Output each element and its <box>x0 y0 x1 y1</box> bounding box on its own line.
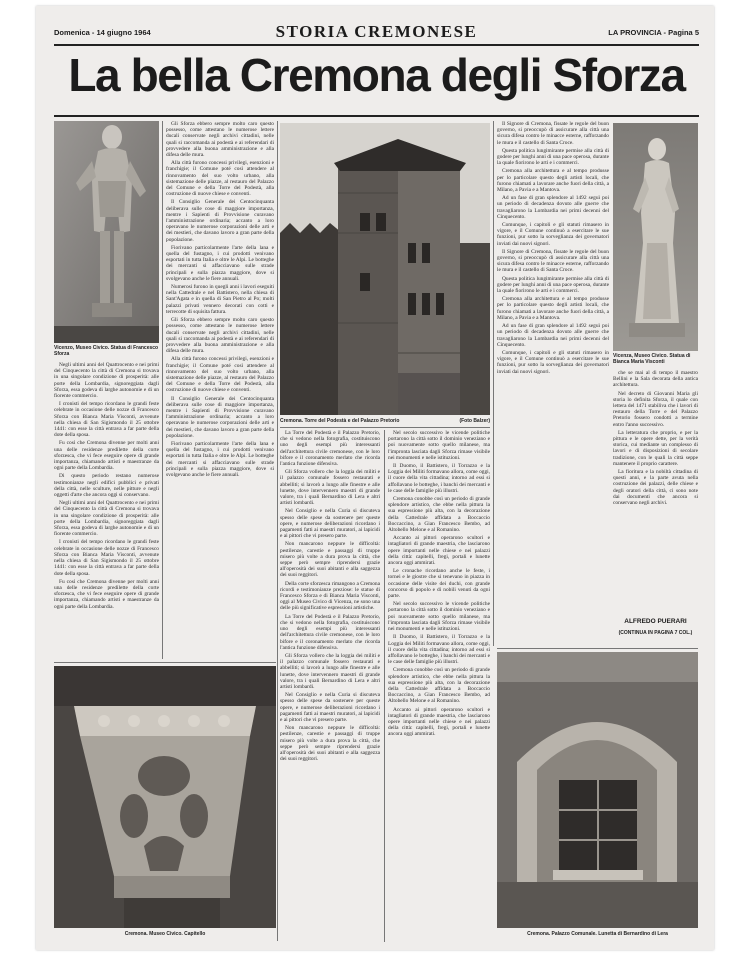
column-divider <box>384 430 385 942</box>
column-1-text <box>54 362 159 660</box>
paragraph: Questa politica lungimirante permise alla città di godere per lunghi anni di una pace operosa, durante la quale fiorirono le arti e i commerci. <box>497 275 609 295</box>
column-divider <box>277 121 278 941</box>
column-2-text <box>166 121 274 659</box>
paragraph: Fiorivano particolarmente l'arte della lana e quella del fustagno, i cui prodotti venivano esportati in tutta Italia e oltre le Alpi. Le botteghe dei mercanti si affacciavano sulle strade principali e sulla piazza maggiore, dove si svolgevano anche le fiere annuali. <box>166 244 274 282</box>
caption-tower-credit: (Foto Balzer) <box>459 418 490 424</box>
paragraph: Negli ultimi anni del Quattrocento e nei primi del Cinquecento la città di Cremona si trovava in una singolare condizione di prosperità: alle porte della Lombardia, signoreggiata dagli Sforza, essa godeva di larghe autonomie e di un fiorente commercio. <box>54 362 159 400</box>
tower-image <box>280 123 490 415</box>
author-signature: ALFREDO PUERARI <box>624 618 687 625</box>
caption-statue-left: Vicenzo, Museo Civico. Statua di Francesco Sforza <box>54 345 159 357</box>
paragraph: Nel secolo successivo le vicende politiche portarono la città sotto il dominio veneziano e poi nuovamente sotto quello milanese, ma l'impronta lasciata dagli Sforza rimase visibile nei monumenti e nelle istituzioni. <box>388 430 490 461</box>
paragraph: Fu così che Cremona divenne per molti anni una delle residenze predilette della corte sforzesca, che vi fece eseguire opere di grande importanza, chiamando artisti e maestranze da ogni parte della Lombardia. <box>54 440 159 472</box>
paragraph: Non mancarono neppure le difficoltà: pestilenze, carestie e passaggi di truppe misero più volte a dura prova la città, che seppe però sempre riprendersi grazie all'operosità dei suoi abitanti e alla saggezza dei suoi reggitori. <box>280 725 380 763</box>
paragraph: Il Signore di Cremona, fissate le regole del buon governo, si preoccupò di assicurare alla città una sicura difesa contro le minacce esterne, rafforzando le mura e il castello di Santa Croce. <box>497 121 609 146</box>
paragraph: Nel secolo successivo le vicende politiche portarono la città sotto il dominio veneziano e poi nuovamente sotto quello milanese, ma l'impronta lasciata dagli Sforza rimase visibile nei monumenti e nelle istituzioni. <box>388 601 490 633</box>
paragraph: Gli Sforza vollero che la loggia dei militi e il palazzo comunale fossero restaurati e abbelliti; si lavorò a lungo alle finestre e alle lunette, dove intervennero maestri di grande valore, tra i quali Bernardino di Lera e altri artisti lombardi. <box>280 652 380 690</box>
paragraph: Nel Consiglio e nella Curia si discuteva spesso delle spese da sostenere per queste opere, e numerose deliberazioni ricordano i pagamenti fatti ai maestri muratori, ai lapicidi e ai pittori che vi presero parte. <box>280 508 380 540</box>
paragraph: Di questo periodo restano numerose testimonianze negli edifici pubblici e privati della città, nelle sculture, nelle pitture e negli oggetti d'arte che ancora oggi si conservano. <box>54 473 159 499</box>
section-rule <box>497 648 698 649</box>
column-5-text <box>497 121 609 646</box>
caption-capital: Cremona. Museo Civico. Capitello <box>124 931 206 937</box>
paragraph: Il Consiglio Generale dei Centocinquanta deliberava sulle cose di maggiore importanza, mentre i Sapienti di Provvisione curavano l'amministrazione ordinaria; accanto a loro operavano le numerose corporazioni delle arti e dei mestieri, che davano lavoro a gran parte della popolazione. <box>166 395 274 439</box>
headline: La bella Cremona degli Sforza <box>68 49 685 101</box>
column-4-text <box>388 430 490 942</box>
paragraph: Ad un fase di gran splendore al 1492 seguì poi un periodo di decadenza dovuto alle guerre che travagliarono la Lombardia nei primi decenni del Cinquecento. <box>497 195 609 220</box>
capital-photo <box>54 666 276 928</box>
paragraph: Della corte sforzesca rimangono a Cremona ricordi e testimonianze preziose: le statue di Francesco Sforza e di Bianca Maria Visconti, oggi al Museo Civico di Vicenza, ne sono una delle più significative espressioni artistiche. <box>280 580 380 612</box>
caption-window: Cremona. Palazzo Comunale. Lunetta di Bernardino di Lera <box>527 931 668 937</box>
masthead <box>54 22 699 46</box>
column-divider <box>493 121 494 646</box>
paragraph: Cremona alla architettura e al tempo produsse per lo particolare questo degli artisti locali, che furono chiamati a lavorare anche fuori della città, a Milano, a Pavia e a Mantova. <box>497 296 609 321</box>
paragraph: La Torre del Podestà e il Palazzo Pretorio, che si vedono nella fotografia, costituiscono uno degli esempi più interessanti dell'architettura civile cremonese, con le loro bifore e il coronamento merlato che ricorda l'antica funzione difensiva. <box>280 430 380 468</box>
paragraph: Il Duomo, il Battistero, il Torrazzo e la Loggia dei Militi formavano allora, come oggi, il cuore della vita cittadina; intorno ad essi si affollavano le botteghe, i banchi dei mercanti e le case delle famiglie più illustri. <box>388 634 490 666</box>
paragraph: I cronisti del tempo ricordano le grandi feste celebrate in occasione delle nozze di Francesco Sforza con Bianca Maria Visconti, avvenute nella chiesa di San Sigismondo il 25 ottobre 1441: con esse la città entrava a far parte della dote della sposa. <box>54 401 159 439</box>
tower-rule <box>280 427 490 428</box>
statue-right-photo <box>613 123 698 351</box>
paragraph: Le cronache ricordano anche le feste, i tornei e le giostre che si tenevano in piazza in occasione delle visite dei duchi, con grande concorso di popolo e di nobili venuti da ogni parte. <box>388 568 490 600</box>
tower-photo <box>280 123 490 415</box>
continued-note: (CONTINUA IN PAGINA 7 COL.) <box>618 630 693 636</box>
page-number: LA PROVINCIA - Pagina 5 <box>608 28 699 37</box>
paragraph: Il Signore di Cremona, fissate le regole del buon governo, si preoccupò di assicurare alla città una sicura difesa contro le minacce esterne, rafforzando le mura e il castello di Santa Croce. <box>497 248 609 274</box>
paragraph: Accanto ai pittori operarono scultori e intagliatori di grande maestria, che lasciarono opere importanti nelle chiese e nei palazzi della città: capitelli, fregi, portali e lunette ancora oggi ammirati. <box>388 535 490 567</box>
paragraph: Alla città furono concessi privilegi, esenzioni e franchigie; il Comune poté così attendere al rinnovamento del suo volto urbano, alla sistemazione delle piazze, al restauro del Palazzo del Comune e della Torre del Podestà, alla costruzione di nuove chiese e conventi. <box>166 160 274 198</box>
paragraph: La letteratura che proprio, e per la pittura e le opere dette, per la verità storica, cui mediante un complesso di lavori e di disposizioni di secolare tradizione, con le quali la città seppe mantenere il proprio carattere. <box>613 429 698 467</box>
caption-statue-right: Vicenza, Museo Civico. Statua di Bianca Maria Visconti <box>613 353 691 365</box>
window-image <box>497 652 698 928</box>
paragraph: Il Consiglio Generale dei Centocinquanta deliberava sulle cose di maggiore importanza, mentre i Sapienti di Provvisione curavano l'amministrazione ordinaria; accanto a loro operavano le numerose corporazioni delle arti e dei mestieri, che davano lavoro a gran parte della popolazione. <box>166 199 274 243</box>
column-divider <box>162 121 163 659</box>
paragraph: Negli ultimi anni del Quattrocento e nei primi del Cinquecento la città di Cremona si trovava in una singolare condizione di prosperità: alle porte della Lombardia, signoreggiata dagli Sforza, essa godeva di larghe autonomie e di un fiorente commercio. <box>54 500 159 538</box>
paragraph: Gli Sforza ebbero sempre molto caro questo possesso, come attestano le numerose lettere ducali conservate negli archivi cittadini, nelle quali si raccomanda ai podestà e ai referendari di provvedere alla buona amministrazione e alla difesa delle mura. <box>166 317 274 355</box>
paragraph: La Torre del Podestà e il Palazzo Pretorio, che si vedono nella fotografia, costituiscono uno degli esempi più interessanti dell'architettura civile cremonese, con le loro bifore e il coronamento merlato che ricorda l'antica funzione difensiva. <box>280 613 380 651</box>
statue-right-image <box>613 123 698 351</box>
paragraph: Nel decreto di Giovanni Maria gli storia lo definita Sforza, il quale con lettera del 1471 stabiliva che i lavori di restauro della Torre e del Palazzo Pretorio fossero condotti a termine entro l'anno successivo. <box>613 390 698 428</box>
paragraph: Numerosi furono in quegli anni i lavori eseguiti nella Cattedrale e nel Battistero, nella chiesa di Sant'Agata e in quella di San Pietro al Po; molti palazzi privati vennero decorati con cotti e terrecotte di squisita fattura. <box>166 284 274 315</box>
headline-rule <box>54 115 699 117</box>
window-photo <box>497 652 698 928</box>
capital-image <box>54 666 276 928</box>
newspaper-page <box>36 6 714 950</box>
paragraph: Cremona alla architettura e al tempo produsse per lo particolare questo degli artisti locali, che furono chiamati a lavorare anche fuori della città, a Milano, a Pavia e a Mantova. <box>497 168 609 194</box>
paragraph: Comunque, i capitoli e gli statuti rimasero in vigore, e il Comune continuò a esercitare le sue funzioni, pur sotto la sorveglianza dei governatori inviati dai nuovi signori. <box>497 349 609 375</box>
paragraph: Comunque, i capitoli e gli statuti rimasero in vigore, e il Comune continuò a esercitare le sue funzioni, pur sotto la sorveglianza dei governatori inviati dai nuovi signori. <box>497 222 609 247</box>
paragraph: Cremona conobbe così un periodo di grande splendore artistico, che ebbe nella pittura la sua espressione più alta, con la decorazione della Cattedrale affidata a Boccaccio Boccaccino, a Gian Francesco Bembo, ad Altobello Melone e al Romanino. <box>388 496 490 534</box>
paragraph: Fu così che Cremona divenne per molti anni una delle residenze predilette della corte sforzesca, che vi fece eseguire opere di grande importanza, chiamando artisti e maestranze da ogni parte della Lombardia. <box>54 578 159 610</box>
section-rule <box>54 662 276 663</box>
paragraph: I cronisti del tempo ricordano le grandi feste celebrate in occasione delle nozze di Francesco Sforza con Bianca Maria Visconti, avvenute nella chiesa di San Sigismondo il 25 ottobre 1441: con esse la città entrava a far parte della dote della sposa. <box>54 539 159 577</box>
paragraph: Alla città furono concessi privilegi, esenzioni e franchigie; il Comune poté così attendere al rinnovamento del suo volto urbano, alla sistemazione delle piazze, al restauro del Palazzo del Comune e della Torre del Podestà, alla costruzione di nuove chiese e conventi. <box>166 356 274 394</box>
paragraph: La fioritura e la nobiltà cittadina di questi anni, e la parte avuta nella costruzione dei palazzi, delle chiese e degli oratori della città, ci sono note dai documenti che ancora si conservano negli archivi. <box>613 469 698 507</box>
section-title: STORIA CREMONESE <box>275 22 478 41</box>
statue-left-image <box>54 121 159 343</box>
paragraph: Non mancarono neppure le difficoltà: pestilenze, carestie e passaggi di truppe misero più volte a dura prova la città, che seppe però sempre riprendersi grazie all'operosità dei suoi abitanti e alla saggezza dei suoi reggitori. <box>280 541 380 579</box>
paragraph: Accanto ai pittori operarono scultori e intagliatori di grande maestria, che lasciarono opere importanti nelle chiese e nei palazzi della città: capitelli, fregi, portali e lunette ancora oggi ammirati. <box>388 706 490 738</box>
paragraph: Ad un fase di gran splendore al 1492 seguì poi un periodo di decadenza dovuto alle guerre che travagliarono la Lombardia nei primi decenni del Cinquecento. <box>497 323 609 348</box>
paragraph: Il Duomo, il Battistero, il Torrazzo e la Loggia dei Militi formavano allora, come oggi, il cuore della vita cittadina; intorno ad essi si affollavano le botteghe, i banchi dei mercanti e le case delle famiglie più illustri. <box>388 463 490 494</box>
paragraph: Nel Consiglio e nella Curia si discuteva spesso delle spese da sostenere per queste opere, e numerose deliberazioni ricordano i pagamenti fatti ai maestri muratori, ai lapicidi e ai pittori che vi presero parte. <box>280 692 380 723</box>
paragraph: Gli Sforza vollero che la loggia dei militi e il palazzo comunale fossero restaurati e abbelliti; si lavorò a lungo alle finestre e alle lunette, dove intervennero maestri di grande valore, tra i quali Bernardino di Lera e altri artisti lombardi. <box>280 469 380 507</box>
statue-left-photo <box>54 121 159 343</box>
column-3-text <box>280 430 380 942</box>
column-6-text <box>613 370 698 616</box>
issue-date: Domenica - 14 giugno 1964 <box>54 28 151 37</box>
paragraph: Questa politica lungimirante permise alla città di godere per lunghi anni di una pace operosa, durante la quale fiorirono le arti e i commerci. <box>497 147 609 167</box>
caption-tower: Cremona. Torre del Podestà e del Palazzo Pretorio <box>280 418 400 424</box>
paragraph: Fiorivano particolarmente l'arte della lana e quella del fustagno, i cui prodotti venivano esportati in tutta Italia e oltre le Alpi. Le botteghe dei mercanti si affacciavano sulle strade principali e sulla piazza maggiore, dove si svolgevano anche le fiere annuali. <box>166 440 274 478</box>
paragraph: che se mai al di tempo il maestro Bellini e la Sala decorata della antica architettura. <box>613 370 698 389</box>
paragraph: Gli Sforza ebbero sempre molto caro questo possesso, come attestano le numerose lettere ducali conservate negli archivi cittadini, nelle quali si raccomanda ai podestà e ai referendari di provvedere alla buona amministrazione e alla difesa delle mura. <box>166 121 274 159</box>
paragraph: Cremona conobbe così un periodo di grande splendore artistico, che ebbe nella pittura la sua espressione più alta, con la decorazione della Cattedrale affidata a Boccaccio Boccaccino, a Gian Francesco Bembo, ad Altobello Melone e al Romanino. <box>388 667 490 705</box>
